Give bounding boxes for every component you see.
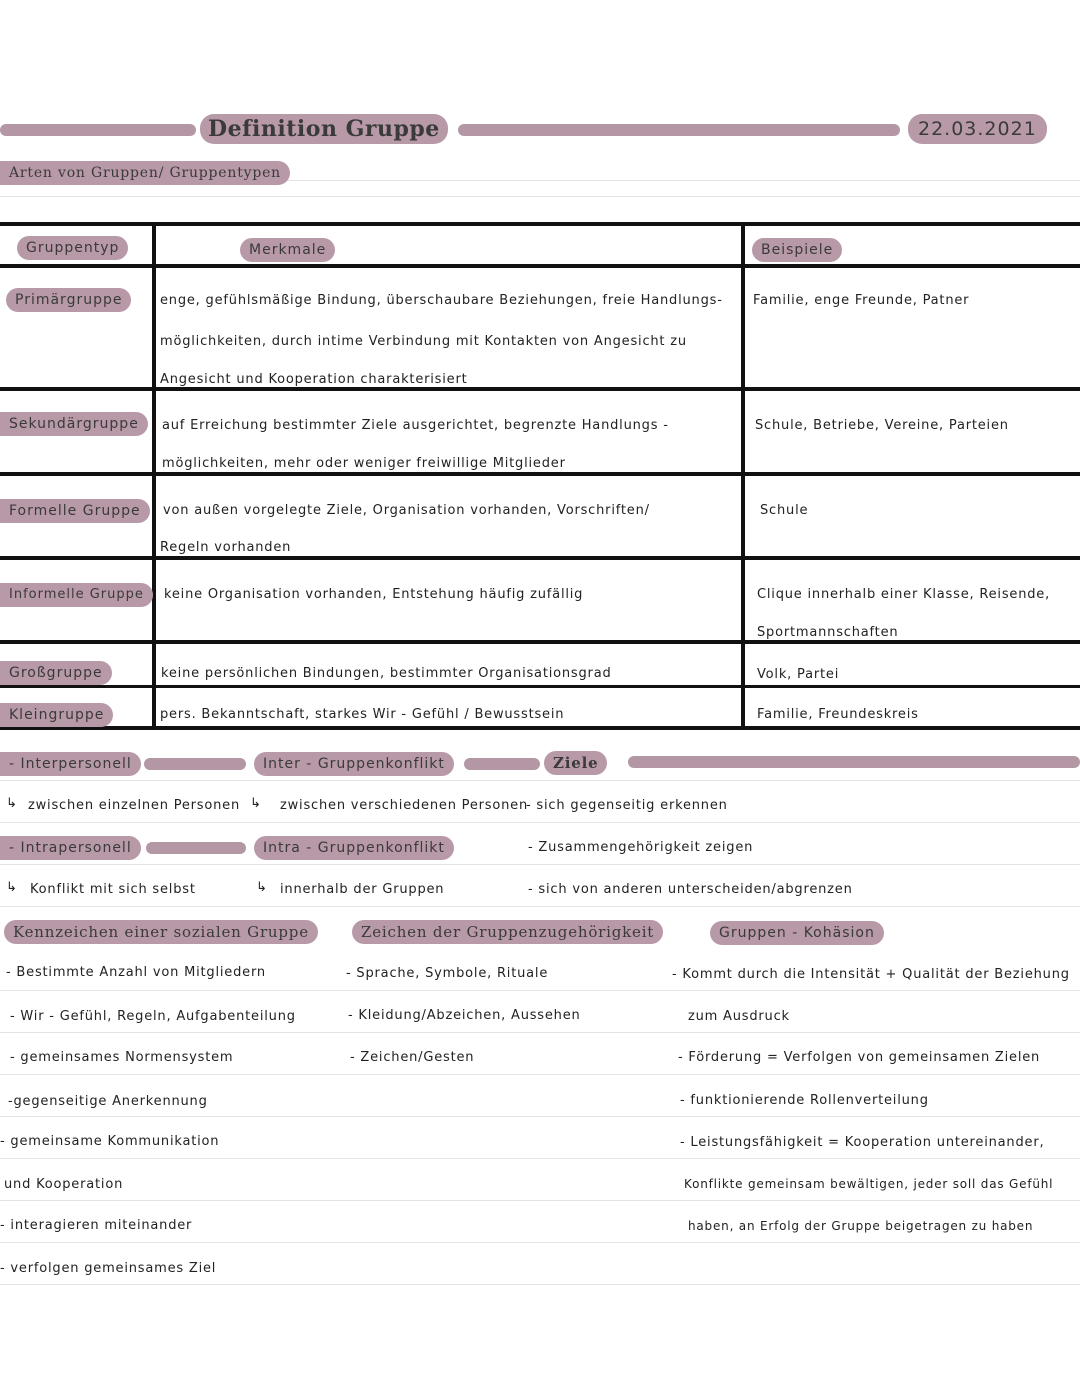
ruled-line [0, 780, 1080, 781]
features-section-label: Kennzeichen einer sozialen Gruppe [4, 920, 318, 944]
goal-item: - Zusammengehörigkeit zeigen [528, 840, 754, 855]
list-item: - Zeichen/Gesten [350, 1050, 475, 1065]
membership-label: Zeichen der Gruppenzugehörigkeit [352, 920, 663, 944]
decorative-bar [628, 756, 1080, 768]
list-item: und Kooperation [4, 1177, 124, 1192]
intragroup-label: Intra - Gruppenkonflikt [254, 836, 454, 860]
ruled-line [0, 1284, 1080, 1285]
example-text: Schule [760, 503, 809, 518]
list-item: - Kleidung/Abzeichen, Aussehen [348, 1008, 581, 1023]
example-text: Clique innerhalb einer Klasse, Reisende, [757, 587, 1051, 602]
arrow-icon: ↳ [6, 796, 18, 811]
ruled-line [0, 1158, 1080, 1159]
feature-text: pers. Bekanntschaft, starkes Wir - Gefühl / Bewusstsein [160, 707, 565, 722]
ruled-line [0, 1242, 1080, 1243]
ruled-line [0, 1116, 1080, 1117]
intergroup-label: Inter - Gruppenkonflikt [254, 752, 454, 776]
decorative-bar [0, 124, 196, 136]
list-item: - Förderung = Verfolgen von gemeinsamen Zielen [678, 1050, 1041, 1065]
decorative-bar [144, 758, 246, 770]
list-item: zum Ausdruck [688, 1009, 790, 1024]
feature-text: keine persönlichen Bindungen, bestimmter Organisationsgrad [161, 666, 612, 681]
list-item: - gemeinsames Normensystem [10, 1050, 234, 1065]
ruled-line [0, 906, 1080, 907]
column-header-examples: Beispiele [752, 238, 842, 262]
arrow-icon: ↳ [250, 796, 262, 811]
ruled-line [0, 1200, 1080, 1201]
interpersonal-label: - Interpersonell [0, 752, 141, 776]
conflict-desc: zwischen einzelnen Personen [28, 798, 241, 813]
arrow-icon: ↳ [256, 880, 268, 895]
group-type-label: Primärgruppe [6, 288, 131, 312]
ruled-line [0, 822, 1080, 823]
conflict-desc: zwischen verschiedenen Personen [280, 798, 528, 813]
column-header-type: Gruppentyp [17, 236, 128, 260]
feature-text: möglichkeiten, durch intime Verbindung mit Kontakten von Angesicht zu [160, 334, 687, 349]
example-text: Volk, Partei [757, 667, 840, 682]
group-type-label: Informelle Gruppe [0, 583, 153, 607]
column-header-features: Merkmale [240, 238, 335, 262]
conflict-desc: innerhalb der Gruppen [280, 882, 445, 897]
intrapersonal-label: - Intrapersonell [0, 836, 141, 860]
list-item: - Wir - Gefühl, Regeln, Aufgabenteilung [10, 1009, 296, 1024]
list-item: haben, an Erfolg der Gruppe beigetragen zu haben [688, 1219, 1034, 1233]
page-title: Definition Gruppe [200, 114, 448, 144]
goal-item: - sich von anderen unterscheiden/abgrenzen [528, 882, 853, 897]
decorative-bar [458, 124, 900, 136]
page-date: 22.03.2021 [908, 114, 1047, 144]
list-item: - verfolgen gemeinsames Ziel [0, 1261, 217, 1276]
feature-text: von außen vorgelegte Ziele, Organisation vorhanden, Vorschriften/ [163, 503, 650, 518]
example-text: Familie, enge Freunde, Patner [753, 293, 970, 308]
ruled-line [0, 864, 1080, 865]
ruled-line [0, 1074, 1080, 1075]
feature-text: keine Organisation vorhanden, Entstehung häufig zufällig [164, 587, 584, 602]
feature-text: Angesicht und Kooperation charakterisiert [160, 372, 468, 387]
arrow-icon: ↳ [6, 880, 18, 895]
feature-text: auf Erreichung bestimmter Ziele ausgerichtet, begrenzte Handlungs - [162, 418, 669, 433]
ruled-line [0, 990, 1080, 991]
list-item: - interagieren miteinander [0, 1218, 193, 1233]
list-item: - Leistungsfähigkeit = Kooperation untereinander, [680, 1135, 1045, 1150]
list-item: - Bestimmte Anzahl von Mitgliedern [6, 965, 266, 980]
feature-text: Regeln vorhanden [160, 540, 292, 555]
goals-label: Ziele [544, 751, 607, 775]
decorative-bar [146, 842, 246, 854]
cohesion-label: Gruppen - Kohäsion [710, 921, 884, 945]
list-item: - Kommt durch die Intensität + Qualität der Beziehung [672, 967, 1070, 982]
list-item: -gegenseitige Anerkennung [8, 1094, 208, 1109]
group-type-label: Sekundärgruppe [0, 412, 148, 436]
example-text: Schule, Betriebe, Vereine, Parteien [755, 418, 1009, 433]
example-text: Sportmannschaften [757, 625, 899, 640]
list-item: - funktionierende Rollenverteilung [680, 1093, 929, 1108]
conflict-desc: Konflikt mit sich selbst [30, 882, 196, 897]
decorative-bar [464, 758, 540, 770]
group-type-label: Formelle Gruppe [0, 499, 150, 523]
group-type-label: Großgruppe [0, 661, 112, 685]
goal-item: - sich gegenseitig erkennen [526, 798, 728, 813]
section-subtitle: Arten von Gruppen/ Gruppentypen [0, 161, 290, 185]
feature-text: möglichkeiten, mehr oder weniger freiwillige Mitglieder [162, 456, 566, 471]
list-item: - gemeinsame Kommunikation [0, 1134, 220, 1149]
group-type-label: Kleingruppe [0, 703, 113, 727]
example-text: Familie, Freundeskreis [757, 707, 919, 722]
list-item: - Sprache, Symbole, Rituale [346, 966, 549, 981]
list-item: Konflikte gemeinsam bewältigen, jeder soll das Gefühl [684, 1177, 1054, 1191]
ruled-line [0, 1032, 1080, 1033]
ruled-line [0, 196, 1080, 197]
feature-text: enge, gefühlsmäßige Bindung, überschaubare Beziehungen, freie Handlungs- [160, 293, 723, 308]
